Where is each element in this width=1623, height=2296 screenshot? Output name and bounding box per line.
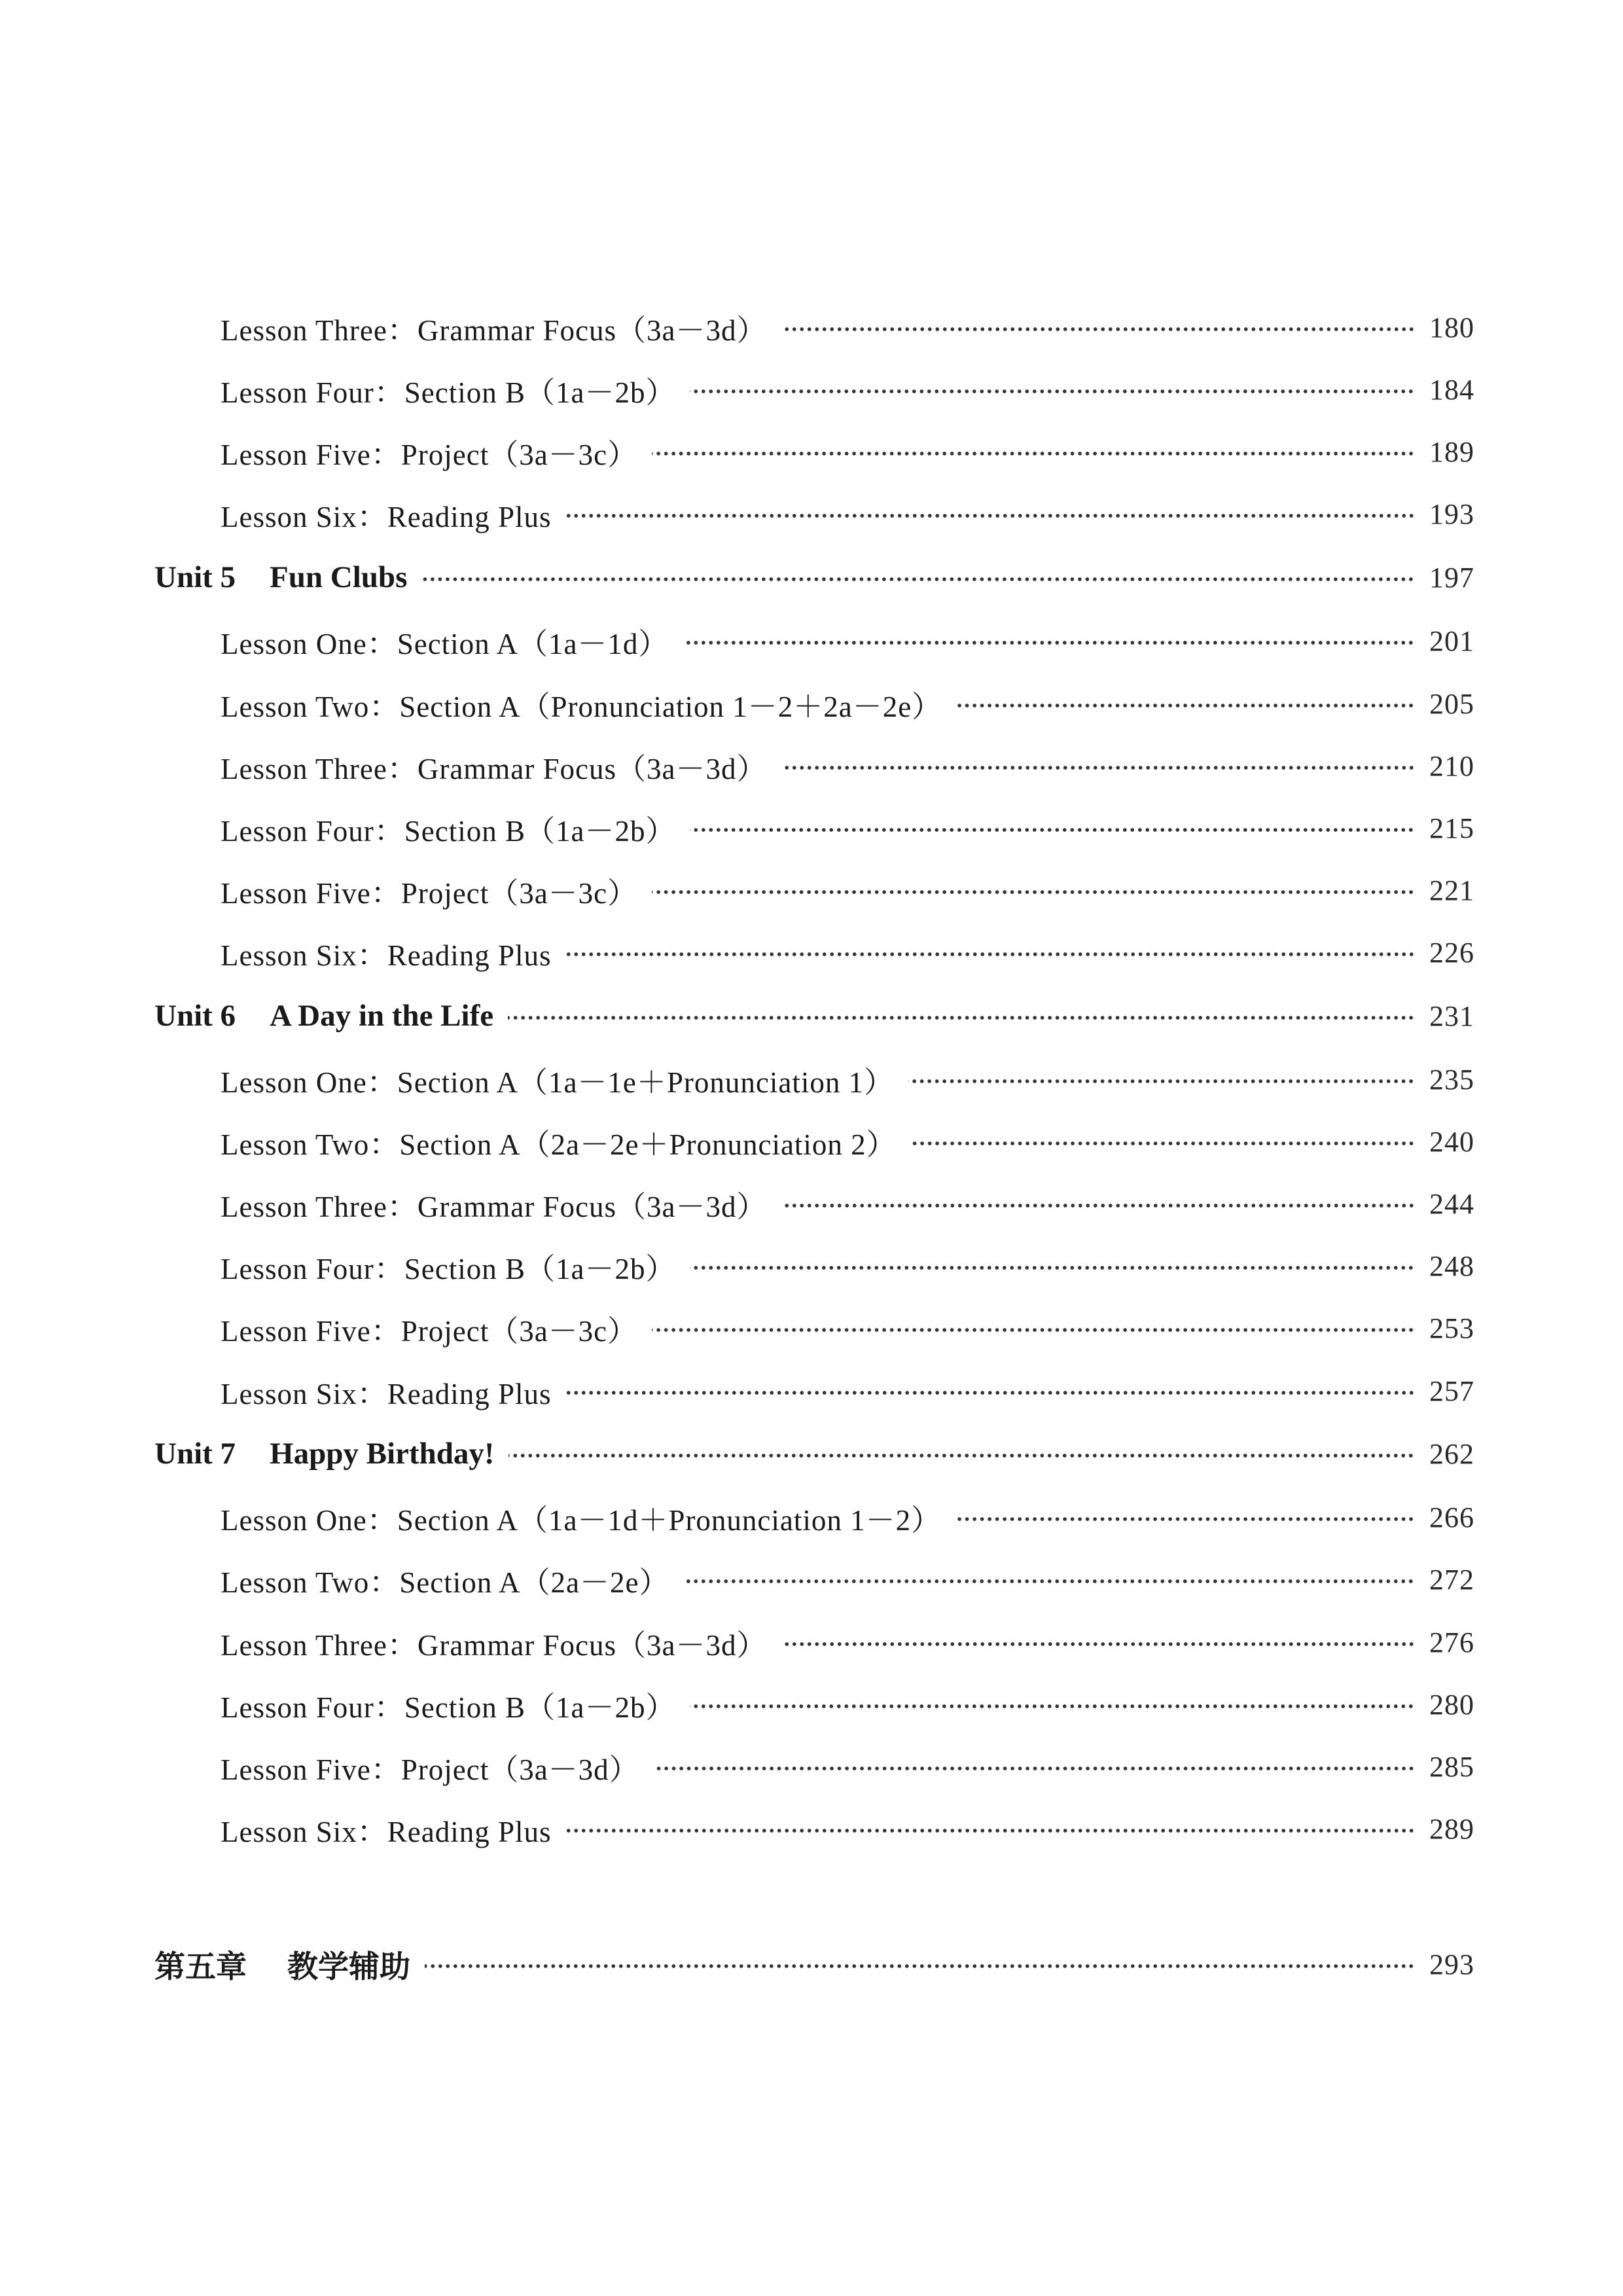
- toc-entry-lesson: [221, 867, 1474, 913]
- dot-leader: [566, 514, 1415, 518]
- toc-entry-lesson: [221, 1368, 1474, 1414]
- dot-leader: [652, 452, 1415, 456]
- dot-leader: [911, 1141, 1415, 1145]
- page-number: 221: [1429, 874, 1474, 906]
- toc-entry-lesson: [221, 1619, 1474, 1665]
- page-number: 226: [1429, 936, 1474, 969]
- toc-entry-lesson: [221, 1181, 1474, 1227]
- dot-leader: [690, 828, 1415, 832]
- entry-title: Lesson Three：Grammar Focus（3a－3d）: [221, 752, 767, 785]
- toc-entry-lesson: [221, 929, 1474, 975]
- dot-leader: [421, 577, 1415, 581]
- entry-title: Lesson Three：Grammar Focus（3a－3d）: [221, 314, 767, 347]
- toc-entry-lesson: [221, 1681, 1474, 1727]
- page-number: 276: [1429, 1626, 1474, 1659]
- page-number: 184: [1429, 373, 1474, 406]
- entry-title: Lesson Three：Grammar Focus（3a－3d）: [221, 1628, 767, 1662]
- page-number: 235: [1429, 1063, 1474, 1096]
- entry-title: Lesson Four：Section B（1a－2b）: [221, 814, 676, 848]
- page-number: 197: [1429, 561, 1474, 594]
- page-number: 189: [1429, 435, 1474, 468]
- dot-leader: [652, 890, 1415, 894]
- dot-leader: [690, 1266, 1415, 1270]
- chapter-heading: [154, 1943, 410, 1986]
- dot-leader: [683, 1579, 1415, 1583]
- unit-heading: [154, 998, 493, 1033]
- toc-entry-lesson: [221, 1744, 1474, 1789]
- unit-title: Fun Clubs: [270, 560, 408, 594]
- dot-leader: [508, 1454, 1415, 1458]
- toc-entry-lesson: [221, 743, 1474, 789]
- toc-entry-unit: [154, 1431, 1474, 1477]
- dot-leader: [781, 766, 1416, 770]
- toc-entry-lesson: [221, 1243, 1474, 1289]
- entry-title: Lesson One：Section A（1a－1e＋Pronunciation 1）: [221, 1066, 895, 1099]
- dot-leader: [955, 1517, 1415, 1521]
- unit-number: Unit 6: [154, 999, 236, 1033]
- entry-title: Lesson Six：Reading Plus: [221, 939, 552, 972]
- dot-leader: [683, 641, 1415, 645]
- entry-title: Lesson One：Section A（1a－1d＋Pronunciation 1－2）: [221, 1503, 942, 1537]
- toc-entry-lesson: [221, 1056, 1474, 1102]
- page-number: 266: [1429, 1501, 1474, 1534]
- toc-entry-chapter: [154, 1941, 1474, 1987]
- entry-title: Lesson Six：Reading Plus: [221, 500, 552, 533]
- dot-leader: [690, 389, 1415, 393]
- entry-title: Lesson Three：Grammar Focus（3a－3d）: [221, 1190, 767, 1223]
- page-number: 280: [1429, 1688, 1474, 1721]
- chapter-title: 教学辅助: [287, 1948, 410, 1985]
- page-number: 201: [1429, 624, 1474, 657]
- entry-title: Lesson Four：Section B（1a－2b）: [221, 1691, 676, 1724]
- toc-entry-lesson: [221, 1305, 1474, 1351]
- chapter-number: 第五章: [154, 1948, 247, 1985]
- toc-entry-lesson: [221, 491, 1474, 537]
- page-number: 285: [1429, 1750, 1474, 1783]
- toc-entry-lesson: [221, 1119, 1474, 1164]
- entry-title: Lesson Six：Reading Plus: [221, 1377, 552, 1410]
- page-number: 272: [1429, 1563, 1474, 1596]
- dot-leader: [781, 327, 1416, 331]
- toc-entry-lesson: [221, 304, 1474, 350]
- unit-heading: [154, 1436, 494, 1471]
- entry-title: Lesson Five：Project（3a－3d）: [221, 1753, 639, 1786]
- dot-leader: [956, 704, 1415, 708]
- dot-leader: [508, 1016, 1415, 1020]
- page-number: 240: [1429, 1125, 1474, 1158]
- page-number: 180: [1429, 311, 1474, 344]
- toc-entry-unit: [154, 554, 1474, 600]
- page-number: 231: [1429, 999, 1474, 1032]
- page-number: 205: [1429, 687, 1474, 720]
- entry-title: Lesson Five：Project（3a－3c）: [221, 1314, 638, 1348]
- dot-leader: [908, 1079, 1415, 1083]
- dot-leader: [566, 952, 1415, 956]
- unit-title: Happy Birthday!: [270, 1437, 495, 1471]
- page-number: 193: [1429, 497, 1474, 530]
- toc-entry-lesson: [221, 1494, 1474, 1540]
- dot-leader: [781, 1204, 1416, 1208]
- page-number: 253: [1429, 1312, 1474, 1344]
- entry-title: Lesson Two：Section A（Pronunciation 1－2＋2a－2e）: [221, 690, 942, 723]
- dot-leader: [652, 1328, 1415, 1332]
- entry-title: Lesson Two：Section A（2a－2e）: [221, 1566, 669, 1599]
- toc-entry-unit: [154, 993, 1474, 1039]
- toc-entry-lesson: [221, 367, 1474, 412]
- dot-leader: [781, 1642, 1416, 1646]
- dot-leader: [690, 1704, 1415, 1708]
- entry-title: Lesson Four：Section B（1a－2b）: [221, 376, 676, 409]
- dot-leader: [566, 1829, 1415, 1833]
- page-number: 215: [1429, 812, 1474, 844]
- unit-heading: [154, 560, 407, 595]
- entry-title: Lesson Five：Project（3a－3c）: [221, 876, 638, 910]
- page-number: 293: [1429, 1948, 1474, 1981]
- unit-number: Unit 5: [154, 560, 236, 594]
- dot-leader: [566, 1391, 1415, 1395]
- page-number: 248: [1429, 1249, 1474, 1282]
- page-number: 289: [1429, 1812, 1474, 1845]
- entry-title: Lesson Two：Section A（2a－2e＋Pronunciation 2）: [221, 1128, 897, 1161]
- toc-entry-lesson: [221, 1556, 1474, 1602]
- page-number: 244: [1429, 1187, 1474, 1220]
- entry-title: Lesson Six：Reading Plus: [221, 1815, 552, 1848]
- toc-entry-lesson: [221, 805, 1474, 851]
- dot-leader: [425, 1964, 1415, 1968]
- dot-leader: [654, 1767, 1415, 1770]
- unit-number: Unit 7: [154, 1437, 236, 1471]
- page-number: 257: [1429, 1374, 1474, 1407]
- unit-title: A Day in the Life: [270, 999, 494, 1033]
- entry-title: Lesson Four：Section B（1a－2b）: [221, 1252, 676, 1285]
- entry-title: Lesson One：Section A（1a－1d）: [221, 627, 669, 660]
- toc-entry-lesson: [221, 618, 1474, 664]
- page-number: 262: [1429, 1437, 1474, 1470]
- toc-entry-lesson: [221, 1806, 1474, 1852]
- toc-entry-lesson: [221, 681, 1474, 726]
- toc-entry-lesson: [221, 429, 1474, 475]
- page-number: 210: [1429, 749, 1474, 782]
- entry-title: Lesson Five：Project（3a－3c）: [221, 438, 638, 471]
